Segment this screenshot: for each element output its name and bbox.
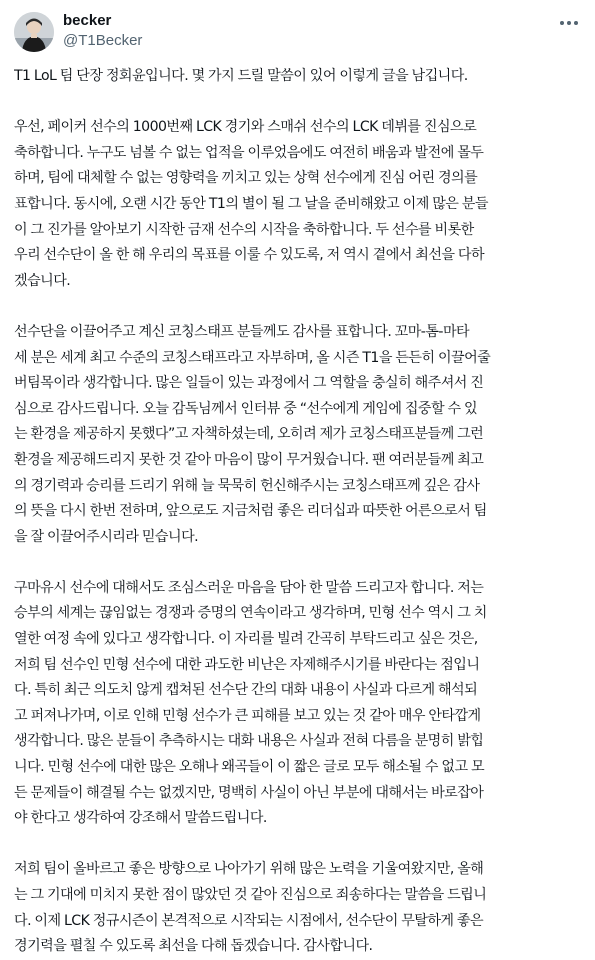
- tweet-line: 의 경기력과 승리를 드리기 위해 늘 묵묵히 헌신해주시는 코칭스태프께 깊은 감사: [14, 477, 480, 494]
- tweet-text: [14, 64, 582, 960]
- tweet-line: 을 잘 이끌어주시리라 믿습니다.: [14, 528, 199, 545]
- tweet-line: 겠습니다.: [14, 272, 71, 289]
- tweet-line: 우리 선수단이 올 한 해 우리의 목표를 이룰 수 있도록, 저 역시 곁에서 최선을 다하: [14, 247, 485, 264]
- tweet-line: 니다. 민형 선수에 대한 많은 오해나 왜곡들이 이 짧은 글로 모두 해소될 수 없고 모: [14, 759, 485, 776]
- tweet-line: 다. 특히 최근 의도치 않게 캡쳐된 선수단 간의 대화 내용이 사실과 다르게 해석되: [14, 682, 478, 699]
- more-button[interactable]: [557, 14, 581, 32]
- tweet-line: 우선, 페이커 선수의 1000번째 LCK 경기와 스매쉬 선수의 LCK 데뷔를 진심으로: [14, 119, 477, 136]
- tweet-paragraph: [14, 320, 582, 550]
- tweet-line: 심으로 감사드립니다. 오늘 감독님께서 인터뷰 중 “선수에게 게임에 집중할 수 있: [14, 400, 478, 417]
- tweet-line: 경기력을 펼칠 수 있도록 최선을 다해 돕겠습니다. 감사합니다.: [14, 938, 373, 955]
- tweet-line: 다. 이제 LCK 정규시즌이 본격적으로 시작되는 시점에서, 선수단이 무탈하게 좋은: [14, 912, 484, 929]
- tweet-line: 세 분은 세계 최고 수준의 코칭스태프라고 자부하며, 올 시즌 T1을 든든히 이끌어줄: [14, 349, 491, 366]
- tweet-paragraph: [14, 115, 582, 294]
- tweet-line: 든 문제들이 해결될 수는 없겠지만, 명백히 사실이 아닌 부분에 대해서는 바로잡아: [14, 784, 484, 801]
- author-handle[interactable]: @T1Becker: [63, 32, 143, 49]
- tweet-line: 열한 여정 속에 있다고 생각합니다. 이 자리를 빌려 간곡히 부탁드리고 싶은 것은,: [14, 631, 478, 648]
- tweet-line: 버팀목이라 생각합니다. 많은 일들이 있는 과정에서 그 역할을 충실히 해주셔서 진: [14, 375, 484, 392]
- tweet-line: 승부의 세계는 끊임없는 경쟁과 증명의 연속이라고 생각하며, 민형 선수 역시 그 치: [14, 605, 487, 622]
- tweet-line: 생각합니다. 많은 분들이 추측하시는 대화 내용은 사실과 전혀 다름을 분명히 밝힙: [14, 733, 484, 750]
- tweet-line: 야 한다고 생각하여 강조해서 말씀드립니다.: [14, 810, 267, 827]
- tweet-line: 축하합니다. 누구도 넘볼 수 없는 업적을 이루었음에도 여전히 배움과 발전에 몰두: [14, 144, 484, 161]
- tweet-line: 는 그 기대에 미치지 못한 점이 많았던 것 같아 진심으로 죄송하다는 말씀을 드립니: [14, 887, 487, 903]
- tweet-line: 저희 팀 선수인 민형 선수에 대한 과도한 비난은 자제해주시기를 바란다는 점입니: [14, 656, 480, 673]
- tweet-paragraph: [14, 576, 582, 832]
- tweet-line: 는 환경을 제공하지 못했다”고 자책하셨는데, 오히려 제가 코칭스태프분들께 그런: [14, 426, 484, 443]
- tweet-paragraph: [14, 857, 582, 959]
- tweet-line: 구마유시 선수에 대해서도 조심스러운 마음을 담아 한 말씀 드리고자 합니다. 저는: [14, 579, 484, 596]
- tweet-line: 선수단을 이끌어주고 계신 코칭스태프 분들께도 감사를 표합니다. 꼬마-톰-마타: [14, 323, 470, 340]
- author-name[interactable]: becker: [63, 12, 112, 29]
- tweet-line: 고 퍼져나가며, 이로 인해 민형 선수가 큰 피해를 보고 있는 것 같아 매우 안타깝게: [14, 707, 481, 724]
- profile-photo-icon: [14, 12, 54, 52]
- avatar[interactable]: [14, 12, 54, 52]
- tweet-line: 표합니다. 동시에, 오랜 시간 동안 T1의 별이 될 그 날을 준비해왔고 이제 많은 분들: [14, 195, 488, 212]
- tweet-line: 의 뜻을 다시 한번 전하며, 앞으로도 지금처럼 좋은 리더십과 따뜻한 어른으로서 팀: [14, 503, 487, 520]
- tweet-header: [0, 0, 595, 62]
- tweet-line: T1 LoL 팀 단장 정회윤입니다. 몇 가지 드릴 말씀이 있어 이렇게 글을 남깁니다.: [14, 68, 468, 84]
- tweet-paragraph: [14, 64, 582, 90]
- tweet-line: 환경을 제공해드리지 못한 것 같아 마음이 많이 무거웠습니다. 팬 여러분들께 최고: [14, 451, 484, 468]
- more-horizontal-icon: [559, 20, 579, 26]
- tweet-line: 저희 팀이 올바르고 좋은 방향으로 나아가기 위해 많은 노력을 기울여왔지만, 올해: [14, 861, 484, 878]
- tweet-line: 하며, 팀에 대체할 수 없는 영향력을 끼치고 있는 상혁 선수에게 진심 어린 경의를: [14, 170, 478, 187]
- tweet-line: 이 그 진가를 알아보기 시작한 금재 선수의 시작을 축하합니다. 두 선수를 비롯한: [14, 221, 474, 238]
